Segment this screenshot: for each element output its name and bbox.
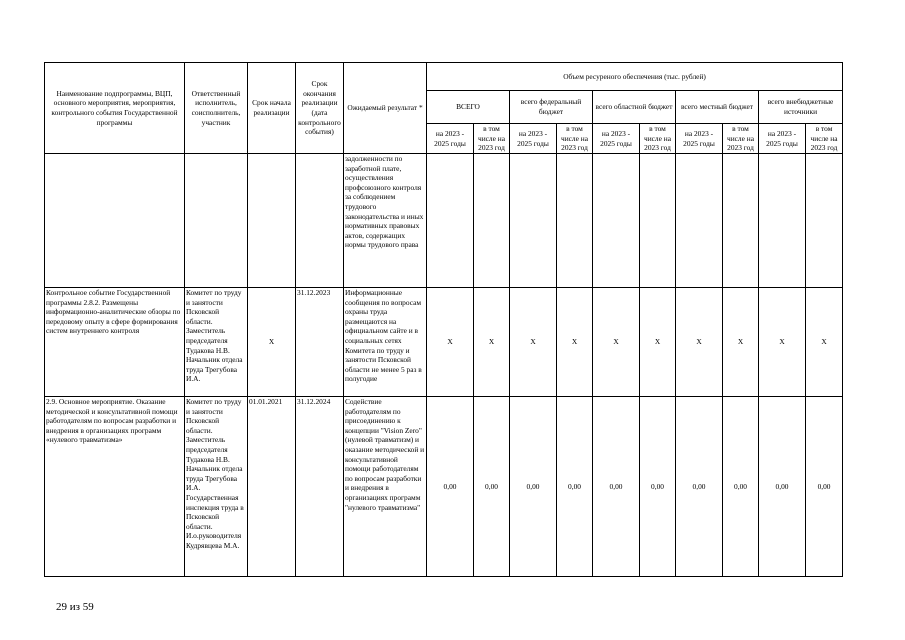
header-responsible: Ответственный исполнитель, соисполнитель, участник bbox=[185, 63, 248, 154]
header-group-federal: всего федеральный бюджет bbox=[510, 91, 593, 124]
header-name: Наименование подпрограммы, ВЦП, основного мероприятия, мероприятия, контрольного события Государственной программы bbox=[45, 63, 185, 154]
row-value: 0,00 bbox=[427, 397, 474, 577]
row-value: X bbox=[723, 288, 759, 397]
row-value: 0,00 bbox=[510, 397, 557, 577]
header-group-extrabudget: всего внебюджетные источники bbox=[759, 91, 843, 124]
subheader-year: в том числе на 2023 год bbox=[806, 124, 843, 154]
row-value: X bbox=[510, 288, 557, 397]
header-result: Ожидаемый результат * bbox=[344, 63, 427, 154]
header-group-regional: всего областной бюджет bbox=[593, 91, 676, 124]
row-value bbox=[427, 154, 474, 288]
subheader-total: на 2023 - 2025 годы bbox=[759, 124, 806, 154]
row-value: 0,00 bbox=[806, 397, 843, 577]
row-value bbox=[723, 154, 759, 288]
row-name: Контрольное событие Государственной программы 2.8.2. Размещены информационно-аналитические обзоры по передовому опыту в сфере формирования систем внутреннего контроля bbox=[45, 288, 185, 397]
row-value bbox=[676, 154, 723, 288]
header-end: Срок окончания реализации (дата контрольного события) bbox=[296, 63, 344, 154]
header-resources: Объем ресуреного обеспечения (тыс. рублей) bbox=[427, 63, 843, 91]
table-row bbox=[45, 288, 843, 397]
row-name bbox=[45, 154, 185, 288]
row-value bbox=[759, 154, 806, 288]
row-value bbox=[510, 154, 557, 288]
row-value: 0,00 bbox=[676, 397, 723, 577]
row-responsible: Комитет по труду и занятости Псковской области. Заместитель председателя Тудакова Н.В. Начальник отдела труда Трегубова И.А. Государственная инспекция труда в Псковской области. И.о.руководителя Кудрявцева М.А. bbox=[185, 397, 248, 577]
row-value: 0,00 bbox=[640, 397, 676, 577]
row-value: 0,00 bbox=[723, 397, 759, 577]
row-result: Информационные сообщения по вопросам охраны труда размещаются на официальном сайте и в социальных сетях Комитета по труду и занятости Псковской области не менее 5 раз в полугодие bbox=[344, 288, 427, 397]
row-value: 0,00 bbox=[759, 397, 806, 577]
subheader-year: в том числе на 2023 год bbox=[474, 124, 510, 154]
row-responsible bbox=[185, 154, 248, 288]
subheader-total: на 2023 - 2025 годы bbox=[593, 124, 640, 154]
subheader-total: на 2023 - 2025 годы bbox=[676, 124, 723, 154]
row-name: 2.9. Основное мероприятие. Оказание методической и консультативной помощи работодателям по вопросам разработки и внедрения в организациях программ «нулевого травматизма» bbox=[45, 397, 185, 577]
header-group-local: всего местный бюджет bbox=[676, 91, 759, 124]
subheader-total: на 2023 - 2025 годы bbox=[427, 124, 474, 154]
row-end: 31.12.2024 bbox=[296, 397, 344, 577]
row-responsible: Комитет по труду и занятости Псковской области. Заместитель председателя Тудакова Н.В. Начальник отдела труда Трегубова И.А. bbox=[185, 288, 248, 397]
row-value: X bbox=[806, 288, 843, 397]
row-value bbox=[640, 154, 676, 288]
subheader-year: в том числе на 2023 год bbox=[557, 124, 593, 154]
row-end: 31.12.2023 bbox=[296, 288, 344, 397]
header-start: Срок начала реализации bbox=[248, 63, 296, 154]
subheader-total: на 2023 - 2025 годы bbox=[510, 124, 557, 154]
row-value: X bbox=[474, 288, 510, 397]
row-value: X bbox=[759, 288, 806, 397]
row-value: X bbox=[427, 288, 474, 397]
row-value: 0,00 bbox=[474, 397, 510, 577]
row-value bbox=[806, 154, 843, 288]
table-row bbox=[45, 397, 843, 577]
row-end bbox=[296, 154, 344, 288]
resource-table bbox=[44, 62, 843, 577]
row-start bbox=[248, 154, 296, 288]
row-value: X bbox=[676, 288, 723, 397]
row-value: X bbox=[593, 288, 640, 397]
row-start: X bbox=[248, 288, 296, 397]
table-row bbox=[45, 154, 843, 288]
row-value: 0,00 bbox=[593, 397, 640, 577]
subheader-year: в том числе на 2023 год bbox=[640, 124, 676, 154]
row-result: задолженности по заработной плате, осуществления профсоюзного контроля за соблюдением трудового законодательства и иных нормативных правовых актов, содержащих нормы трудового права bbox=[344, 154, 427, 288]
row-value: 0,00 bbox=[557, 397, 593, 577]
header-group-total: ВСЕГО bbox=[427, 91, 510, 124]
row-value: X bbox=[557, 288, 593, 397]
row-start: 01.01.2021 bbox=[248, 397, 296, 577]
row-value bbox=[593, 154, 640, 288]
row-result: Содействие работодателям по присоединению к концепции "Vision Zero" (нулевой травматизм) и оказание методической и консультативной помощи работодателям по вопросам разработки и внедрения в организациях программ "нулевого травматизма" bbox=[344, 397, 427, 577]
row-value bbox=[474, 154, 510, 288]
subheader-year: в том числе на 2023 год bbox=[723, 124, 759, 154]
page-number: 29 из 59 bbox=[56, 601, 94, 613]
row-value bbox=[557, 154, 593, 288]
row-value: X bbox=[640, 288, 676, 397]
